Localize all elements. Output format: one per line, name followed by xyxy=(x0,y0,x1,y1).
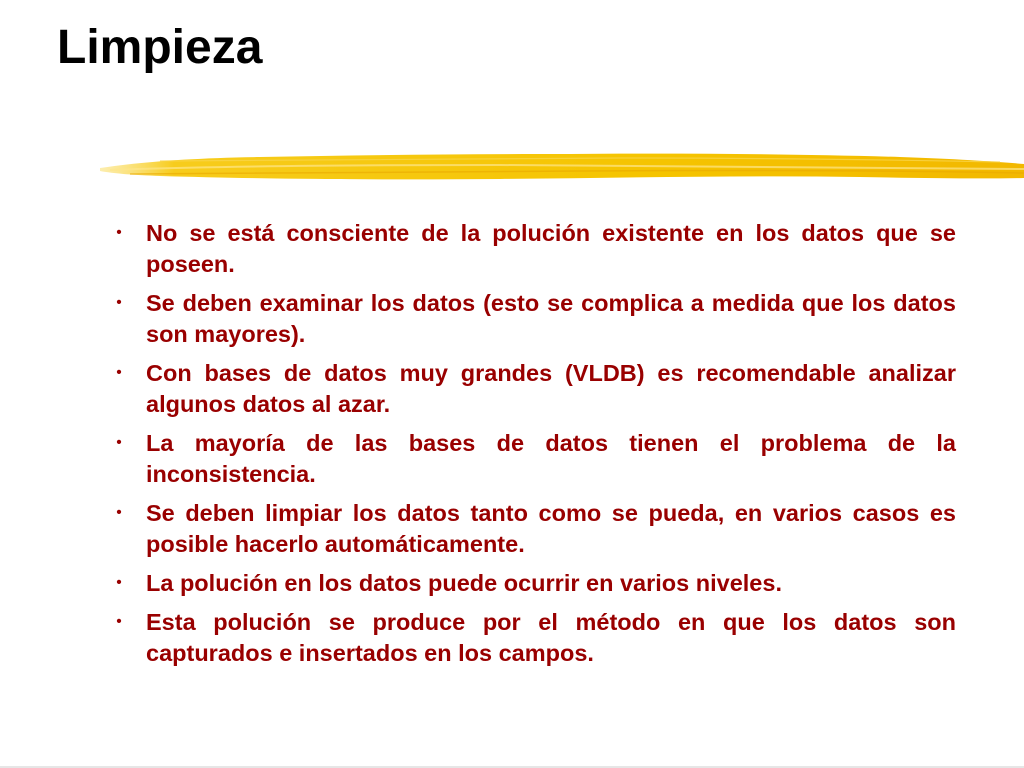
bullet-text: Esta polución se produce por el método en que los datos son capturados e insertados en los campos. xyxy=(146,609,956,666)
bullet-item xyxy=(112,358,956,420)
bullet-item xyxy=(112,498,956,560)
bullet-item xyxy=(112,218,956,280)
highlighter-stroke-decoration xyxy=(100,148,1024,188)
bullet-text: No se está consciente de la polución existente en los datos que se poseen. xyxy=(146,220,956,277)
bullet-item xyxy=(112,607,956,669)
bullet-dot-icon: • xyxy=(116,434,122,451)
bullet-text: Con bases de datos muy grandes (VLDB) es recomendable analizar algunos datos al azar. xyxy=(146,360,956,417)
bullet-item xyxy=(112,568,956,599)
slide-title: Limpieza xyxy=(57,21,263,74)
bullet-dot-icon: • xyxy=(116,574,122,591)
bullet-list xyxy=(112,218,956,677)
bullet-text: Se deben examinar los datos (esto se complica a medida que los datos son mayores). xyxy=(146,290,956,347)
bullet-dot-icon: • xyxy=(116,364,122,381)
bullet-text: La polución en los datos puede ocurrir en varios niveles. xyxy=(146,570,782,596)
bullet-text: La mayoría de las bases de datos tienen el problema de la inconsistencia. xyxy=(146,430,956,487)
bullet-text: Se deben limpiar los datos tanto como se pueda, en varios casos es posible hacerlo automáticamente. xyxy=(146,500,956,557)
bullet-item xyxy=(112,288,956,350)
bullet-item xyxy=(112,428,956,490)
bullet-dot-icon: • xyxy=(116,613,122,630)
bullet-dot-icon: • xyxy=(116,224,122,241)
bullet-dot-icon: • xyxy=(116,504,122,521)
bullet-dot-icon: • xyxy=(116,294,122,311)
